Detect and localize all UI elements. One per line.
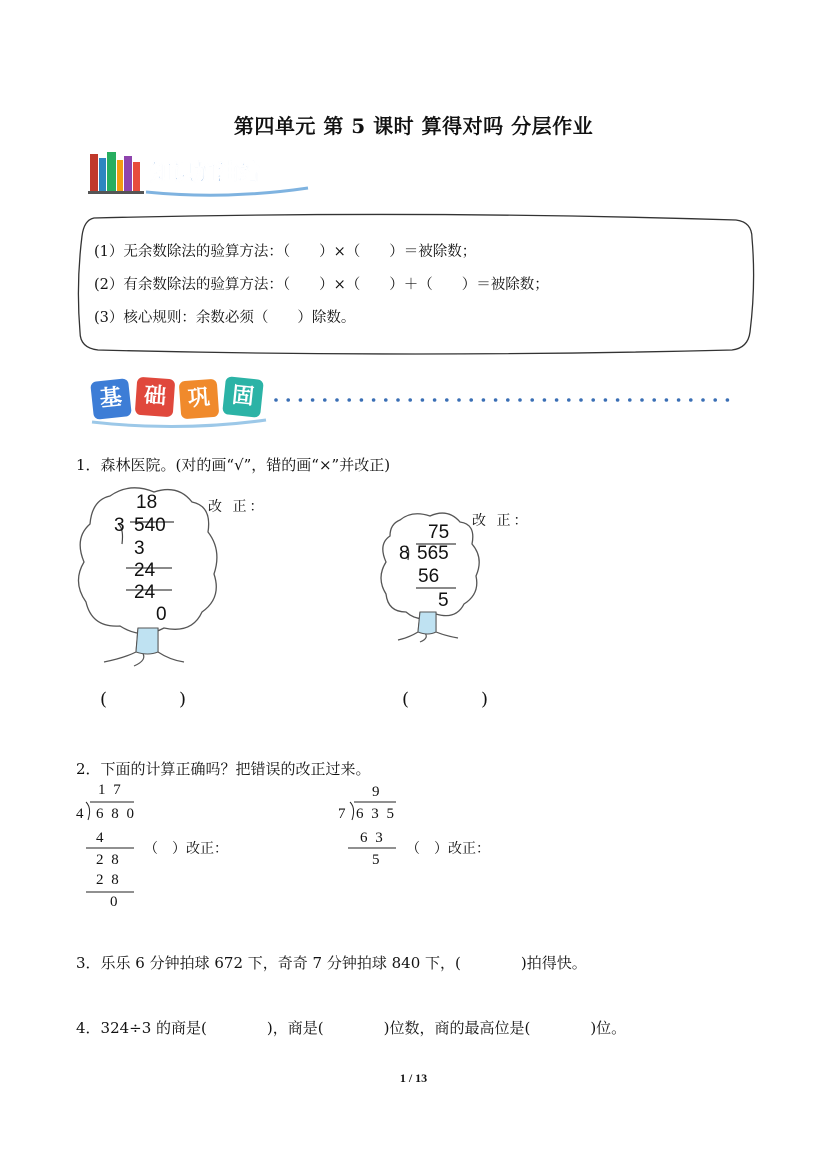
dot [433, 398, 437, 402]
calc1-step-3: 2 8 [96, 872, 121, 888]
tree2-correct-label: 改 正： [472, 513, 531, 529]
dot [396, 398, 400, 402]
tree1-correct-label: 改 正： [208, 499, 267, 515]
dot [677, 398, 681, 402]
knowledge-station-banner [86, 148, 316, 198]
dot [482, 398, 486, 402]
dot [311, 398, 315, 402]
tree1-divisor: 3 [114, 515, 125, 536]
dot [494, 398, 498, 402]
dot [421, 398, 425, 402]
question-3: 3．乐乐 6 分钟拍球 672 下，奇奇 7 分钟拍球 840 下，( )拍得快。 [76, 954, 587, 972]
calc2-divisor: 7 [338, 806, 348, 822]
tile-gong-text: 巩 [187, 385, 211, 412]
calc2-step-1: 6 3 [360, 830, 385, 846]
question-1: 1．森林医院。(对的画“√”，错的画“×”并改正) [76, 456, 391, 474]
tree2-dividend: 565 [417, 543, 449, 564]
calc2-step-2: 5 [372, 852, 382, 868]
dotted-line [274, 398, 729, 402]
box-line-2: (2）有余数除法的验算方法：（ ）×（ ）＋（ ）＝被除数； [94, 277, 549, 293]
calc1-step-2: 2 8 [96, 852, 121, 868]
tree1-step-4: 0 [156, 604, 167, 625]
dot [384, 398, 388, 402]
tree1-step-2: 24 [134, 560, 156, 581]
page-title: 第四单元 第 5 课时 算得对吗 分层作业 [233, 114, 594, 138]
tile-gong [179, 379, 220, 420]
tree1-quotient: 18 [136, 492, 158, 513]
dot [628, 398, 632, 402]
tree1-answer[interactable]: ( ) [100, 689, 187, 710]
tile-ji [90, 378, 132, 420]
tree2-divisor: 8 [399, 543, 410, 564]
tree1-dividend: 540 [134, 515, 166, 536]
calc1-step-1: 4 [96, 830, 106, 846]
calc1-divisor: 4 [76, 806, 86, 822]
tree2-step-1: 56 [418, 566, 440, 587]
dot [665, 398, 669, 402]
dot [579, 398, 583, 402]
dot [640, 398, 644, 402]
dot [713, 398, 717, 402]
calc2-dividend: 6 3 5 [356, 806, 396, 822]
box-line-1: (1）无余数除法的验算方法：（ ）×（ ）＝被除数； [94, 244, 477, 260]
tile-chu-text: 础 [143, 383, 167, 410]
dot [360, 398, 364, 402]
calc2-check[interactable]: （ ）改正： [406, 841, 490, 857]
dot [457, 398, 461, 402]
dot [372, 398, 376, 402]
dot [469, 398, 473, 402]
basic-consolidation-banner [90, 376, 750, 432]
calc1-step-4: 0 [110, 894, 120, 910]
box-line-3: (3）核心规则：余数必须（ ）除数。 [94, 310, 356, 326]
dot [274, 398, 278, 402]
tile-gu-text: 固 [230, 382, 256, 411]
dot [616, 398, 620, 402]
tree2-quotient: 75 [428, 522, 450, 543]
tree2-step-2: 5 [438, 590, 449, 611]
dot [323, 398, 327, 402]
dot [286, 398, 290, 402]
calc1-lines [74, 782, 154, 912]
dot [335, 398, 339, 402]
books-icon [88, 152, 144, 194]
calc2-quotient: 9 [372, 784, 382, 800]
tree1-step-1: 3 [134, 538, 145, 559]
calc1-quotient: 1 7 [98, 782, 123, 798]
dot [726, 398, 730, 402]
dot [652, 398, 656, 402]
dot [445, 398, 449, 402]
dot [701, 398, 705, 402]
dot [530, 398, 534, 402]
dot [555, 398, 559, 402]
dot [408, 398, 412, 402]
question-4: 4．324÷3 的商是( )，商是( )位数，商的最高位是( )位。 [76, 1019, 627, 1037]
dot [518, 398, 522, 402]
tile-chu [135, 377, 176, 418]
dot [604, 398, 608, 402]
dot [543, 398, 547, 402]
dot [591, 398, 595, 402]
knowledge-station-label: 知识加油站 [150, 161, 261, 186]
page-number: 1 / 13 [399, 1071, 428, 1085]
tree1-step-3: 24 [134, 582, 156, 603]
dot [689, 398, 693, 402]
tile-gu [222, 376, 264, 418]
tile-ji-text: 基 [98, 384, 124, 413]
dot [347, 398, 351, 402]
calc1-dividend: 6 8 0 [96, 806, 136, 822]
tree2-answer[interactable]: ( ) [402, 689, 489, 710]
question-2: 2．下面的计算正确吗？把错误的改正过来。 [76, 760, 371, 778]
calc1-check[interactable]: （ ）改正： [144, 841, 228, 857]
dot [299, 398, 303, 402]
dot [506, 398, 510, 402]
dot [567, 398, 571, 402]
